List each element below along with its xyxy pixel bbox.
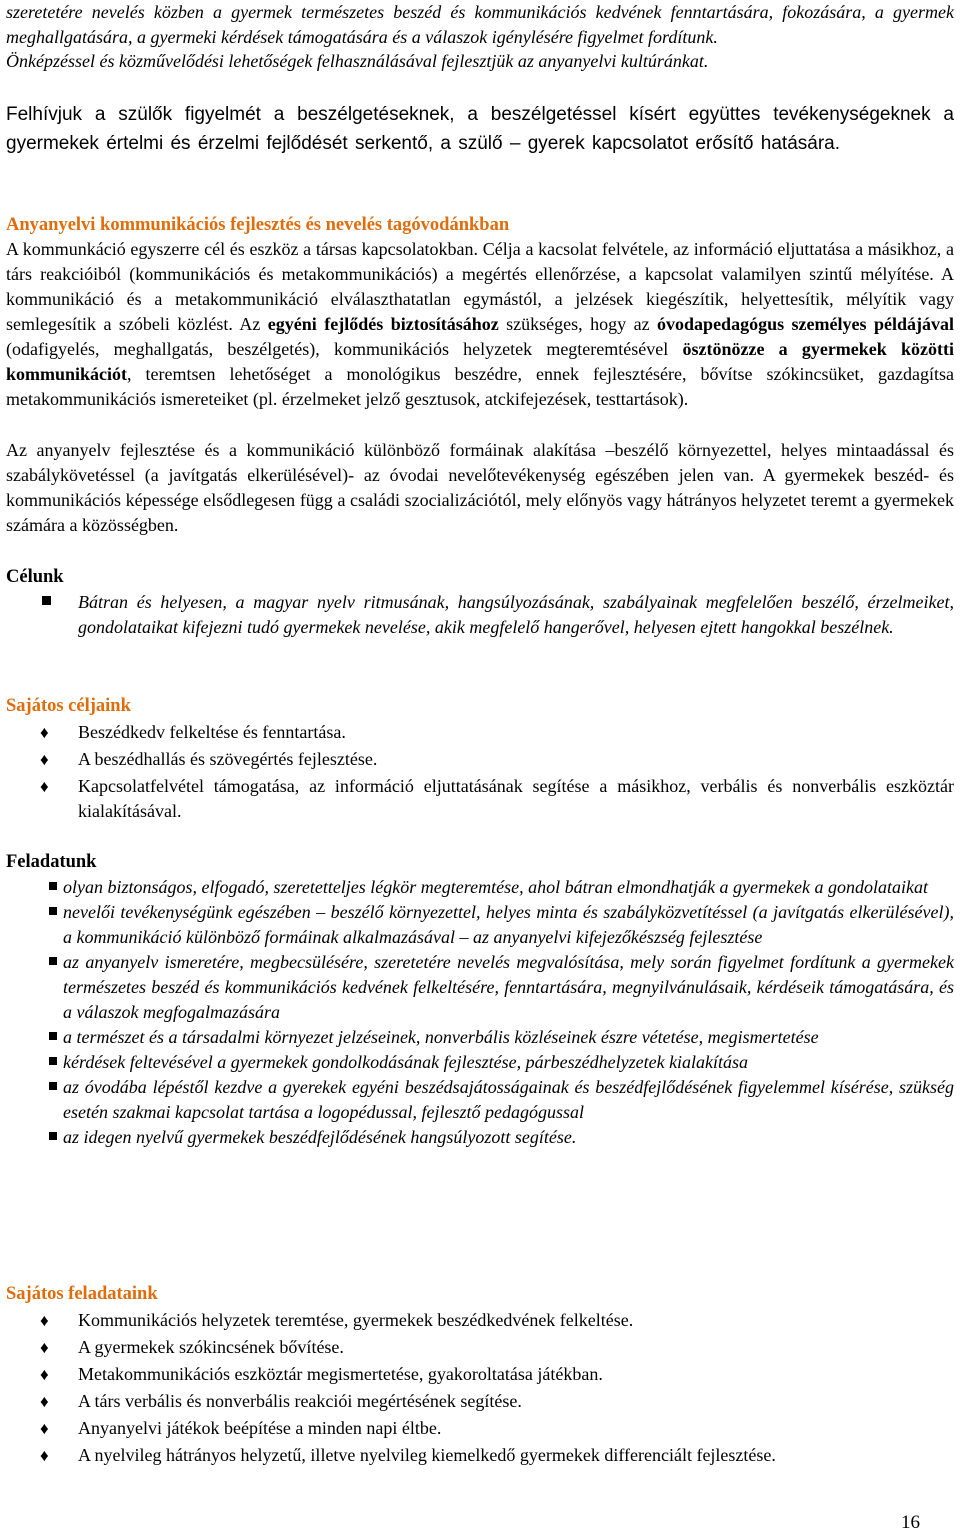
list-item: [6, 774, 954, 824]
list-item-text: Beszédkedv felkeltése és fenntartása.: [78, 722, 346, 742]
page-number: 16: [901, 1512, 920, 1533]
list-item: [6, 1050, 954, 1075]
list-item-text: A gyermekek szókincsének bővítése.: [78, 1337, 344, 1357]
list-item: [6, 1308, 954, 1333]
list-item: [6, 1125, 954, 1150]
list-item-text: Anyanyelvi játékok beépítése a minden napi éltbe.: [78, 1418, 442, 1438]
list-item: [6, 1389, 954, 1414]
diamond-bullet-icon: ♦: [40, 1365, 49, 1384]
section-paragraph-2: Az anyanyelv fejlesztése és a kommunikáció különböző formáinak alakítása –beszélő környezettel, helyes mintaadással és szabálykövetéssel (a javítgatás elkerülésével)- az óvodai nevelőtevékenység egészében jelen van. A gyermekek beszéd- és kommunikációs képessége elsődlegesen függ a családi szocializációtól, mely előnyös vagy hátrányos helyzetet teremt a gyermekek számára a közösségben.: [6, 440, 954, 535]
p1-bold-3: ösztönözze a gyermekek közötti kommunikációt: [6, 339, 954, 384]
p1-bold-1: egyéni fejlődés biztosításához: [267, 314, 499, 334]
diamond-bullet-icon: ♦: [40, 1446, 49, 1465]
list-item-text: az idegen nyelvű gyermekek beszédfejlődésének hangsúlyozott segítése.: [63, 1127, 577, 1147]
diamond-bullet-icon: ♦: [40, 750, 49, 769]
list-item: [6, 1025, 954, 1050]
square-bullet-icon: [49, 882, 57, 890]
list-item-text: Kommunikációs helyzetek teremtése, gyermekek beszédkedvének felkeltése.: [78, 1310, 634, 1330]
feladatunk-heading: Feladatunk: [6, 852, 97, 872]
p1-text-c: szükséges, hogy az: [498, 314, 658, 334]
feladatunk-list: [6, 875, 954, 1150]
diamond-bullet-icon: ♦: [40, 723, 49, 742]
diamond-bullet-icon: ♦: [40, 777, 49, 796]
square-bullet-icon: [49, 907, 57, 915]
intro-italic-paragraph: szeretetére nevelés közben a gyermek természetes beszéd és kommunikációs kedvének fenntartására, fokozására, a gyermek meghallgatására, a gyermeki kérdések támogatására és a válaszok igénylésére figyelmet fordítunk.: [6, 2, 954, 47]
list-item: [6, 1075, 954, 1125]
list-item-text: A nyelvileg hátrányos helyzetű, illetve nyelvileg kiemelkedő gyermekek differenciált fejlesztése.: [78, 1445, 776, 1465]
list-item-text: az anyanyelv ismeretére, megbecsülésére, szeretetére nevelés megvalósítása, mely során figyelmet fordítunk a gyermekek természetes beszéd és kommunikációs kedvének felkeltésére, fenntartására, megnyilvánulásaik, kérdéseik támogatására, és a válaszok megfogalmazására: [63, 952, 954, 1022]
list-item-text: A beszédhallás és szövegértés fejlesztése.: [78, 749, 378, 769]
section-paragraph-1: [6, 237, 954, 412]
p1-text-e: , teremtsen lehetőséget a monológikus beszédre, ennek fejlesztésére, bővítse szókincsüket, gazdagítsa metakommunikációs ismereteiket (pl. érzelmeket jelző gesztusok, atckifejezések, testtartások).: [6, 364, 954, 409]
section-heading-anyanyelvi: Anyanyelvi kommunikációs fejlesztés és nevelés tagóvodánkban: [6, 215, 510, 235]
celunk-heading: Célunk: [6, 567, 64, 587]
sajatos-feladataink-heading: Sajátos feladataink: [6, 1284, 158, 1304]
square-bullet-icon: [49, 957, 57, 965]
list-item: [6, 1362, 954, 1387]
list-item: [6, 1443, 954, 1468]
list-item: [6, 1416, 954, 1441]
sajatos-celjaink-heading: Sajátos céljaink: [6, 696, 131, 716]
list-item-text: a természet és a társadalmi környezet jelzéseinek, nonverbális közléseinek észre vétetése, megismertetése: [63, 1027, 819, 1047]
list-item-text: Metakommunikációs eszköztár megismertetése, gyakoroltatása játékban.: [78, 1364, 603, 1384]
list-item-text: kérdések feltevésével a gyermekek gondolkodásának fejlesztése, párbeszédhelyzetek kialakítása: [63, 1052, 749, 1072]
parents-paragraph: Felhívjuk a szülők figyelmét a beszélgetéseknek, a beszélgetéssel kísért együttes tevékenységeknek a gyermekek értelmi és érzelmi fejlődését serkentő, a szülő – gyerek kapcsolatot erősítő hatására.: [6, 104, 954, 154]
diamond-bullet-icon: ♦: [40, 1338, 49, 1357]
square-bullet-icon: [49, 1057, 57, 1065]
list-item: [6, 900, 954, 950]
list-item-text: Bátran és helyesen, a magyar nyelv ritmusának, hangsúlyozásának, szabályainak megfelelően beszélő, érzelmeiket, gondolataikat kifejezni tudó gyermekek nevelése, akik megfelelő hangerővel, helyesen ejtett hangokkal beszélnek.: [78, 592, 954, 637]
p1-text-d: (odafigyelés, meghallgatás, beszélgetés), kommunikációs helyzetek megteremtésével: [6, 339, 683, 359]
p1-text-a: A kommunkáció egyszerre cél és eszköz a társas kapcsolatokban. Célja a kacsolat felvétele, az információ eljuttatása a másikhoz, a társ reakcióiból (kommunikációs és metakommunikációs) a megértés ellenőrzése, a kapcsolat valamilyen szintű mélyítése. A kommunikáció és a metakommunikáció elválaszthatatlan egymástól, a jelzések kiegészítik, helyettesítik, mélyítik vagy semlegesítik a szóbeli közlést. Az: [6, 239, 954, 334]
list-item: [6, 590, 954, 640]
diamond-bullet-icon: ♦: [40, 1311, 49, 1330]
list-item-text: az óvodába lépéstől kezdve a gyerekek egyéni beszédsajátosságainak és beszédfejlődésének figyelemmel kísérése, szükség esetén szakmai kapcsolat tartása a logopédussal, fejlesztő pedagógussal: [63, 1077, 954, 1122]
list-item-text: Kapcsolatfelvétel támogatása, az információ eljuttatásának segítése a másikhoz, verbális és nonverbális eszköztár kialakításával.: [78, 776, 954, 821]
intro-italic-line: Önképzéssel és közművelődési lehetőségek felhasználásával fejlesztjük az anyanyelvi kultúránkat.: [6, 51, 709, 71]
list-item: [6, 720, 954, 745]
list-item-text: olyan biztonságos, elfogadó, szeretetteljes légkör megteremtése, ahol bátran elmondhatják a gyermekek a gondolataikat: [63, 877, 928, 897]
square-bullet-icon: [49, 1082, 57, 1090]
p1-bold-2: óvodapedagógus személyes példájával: [657, 314, 954, 334]
list-item: [6, 1335, 954, 1360]
diamond-bullet-icon: ♦: [40, 1419, 49, 1438]
square-bullet-icon: [49, 1132, 57, 1140]
list-item: [6, 747, 954, 772]
sajatos-celjaink-list: [6, 720, 954, 826]
square-bullet-icon: [49, 1032, 57, 1040]
square-bullet-icon: [42, 596, 51, 605]
diamond-bullet-icon: ♦: [40, 1392, 49, 1411]
celunk-list: [6, 590, 954, 640]
sajatos-feladataink-list: [6, 1308, 954, 1470]
list-item-text: nevelői tevékenységünk egészében – beszélő környezettel, helyes minta és szabályközvetítéssel (a javítgatás elkerülésével), a kommunikáció különböző formáinak alkalmazásával – az anyanyelvi kifejezőkészség fejlesztése: [63, 902, 954, 947]
list-item-text: A társ verbális és nonverbális reakciói megértésének segítése.: [78, 1391, 522, 1411]
list-item: [6, 875, 954, 900]
list-item: [6, 950, 954, 1025]
